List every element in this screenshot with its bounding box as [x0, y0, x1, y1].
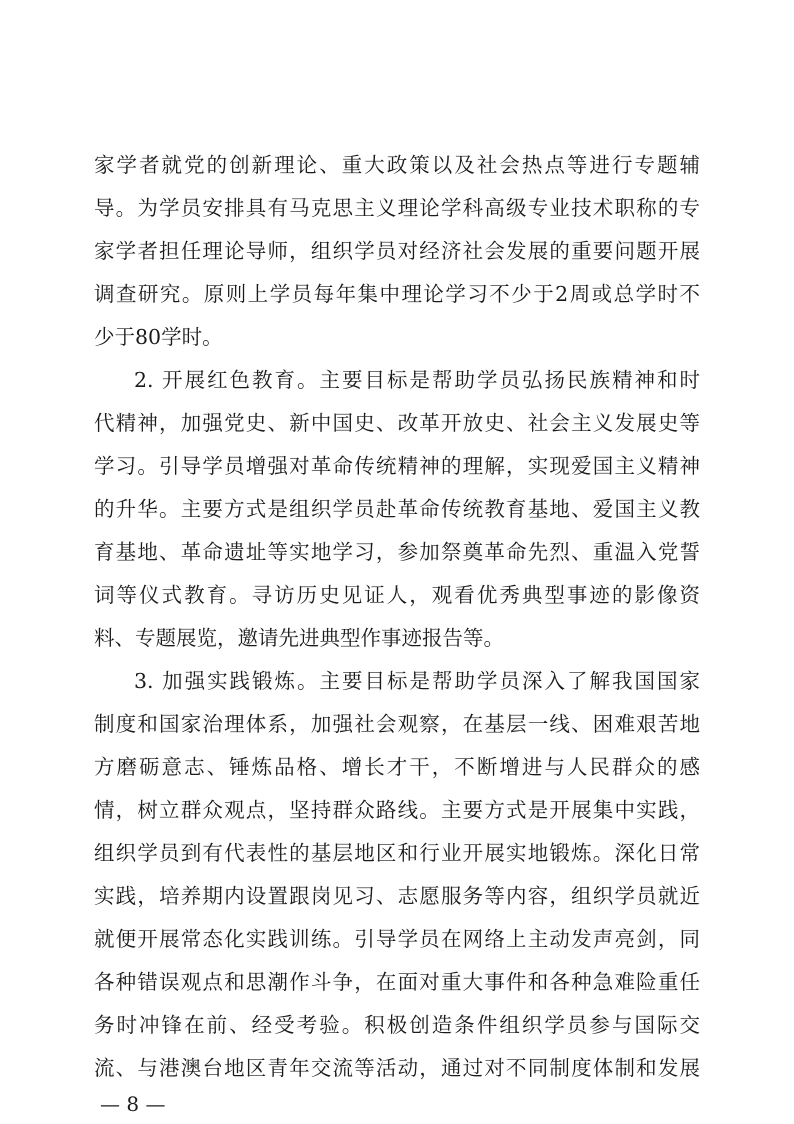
text-line: 育基地、革命遗址等实地学习，参加祭奠革命先烈、重温入党誓 [94, 540, 700, 564]
paragraph-heading-line: 3. 加强实践锻炼。主要目标是帮助学员深入了解我国国家 [134, 669, 700, 693]
text-line: 流、与港澳台地区青年交流等活动，通过对不同制度体制和发展 [94, 1056, 700, 1080]
text-line: 实践，培养期内设置跟岗见习、志愿服务等内容，组织学员就近 [94, 884, 700, 908]
text-line: 少于80学时。 [94, 325, 223, 349]
text-line: 就便开展常态化实践训练。引导学员在网络上主动发声亮剑，同 [94, 927, 700, 951]
text-line: 导。为学员安排具有马克思主义理论学科高级专业技术职称的专 [94, 196, 700, 220]
paragraph-heading-line: 2. 开展红色教育。主要目标是帮助学员弘扬民族精神和时 [134, 368, 700, 392]
text-line: 务时冲锋在前、经受考验。积极创造条件组织学员参与国际交 [94, 1013, 700, 1037]
text-line: 学习。引导学员增强对革命传统精神的理解，实现爱国主义精神 [94, 454, 700, 478]
text-line: 方磨砺意志、锤炼品格、增长才干，不断增进与人民群众的感 [94, 755, 700, 779]
text-line: 各种错误观点和思潮作斗争，在面对重大事件和各种急难险重任 [94, 970, 700, 994]
text-line: 家学者担任理论导师，组织学员对经济社会发展的重要问题开展 [94, 239, 700, 263]
text-line: 情，树立群众观点，坚持群众路线。主要方式是开展集中实践， [94, 798, 700, 822]
text-line: 料、专题展览，邀请先进典型作事迹报告等。 [94, 626, 504, 650]
text-line: 代精神，加强党史、新中国史、改革开放史、社会主义发展史等 [94, 411, 700, 435]
text-line: 家学者就党的创新理论、重大政策以及社会热点等进行专题辅 [94, 153, 700, 177]
text-line: 调查研究。原则上学员每年集中理论学习不少于2周或总学时不 [94, 282, 700, 306]
text-line: 组织学员到有代表性的基层地区和行业开展实地锻炼。深化日常 [94, 841, 700, 865]
text-line: 制度和国家治理体系，加强社会观察，在基层一线、困难艰苦地 [94, 712, 700, 736]
text-line: 的升华。主要方式是组织学员赴革命传统教育基地、爱国主义教 [94, 497, 700, 521]
text-line: 词等仪式教育。寻访历史见证人，观看优秀典型事迹的影像资 [94, 583, 700, 607]
page-number: — 8 — [100, 1092, 166, 1116]
